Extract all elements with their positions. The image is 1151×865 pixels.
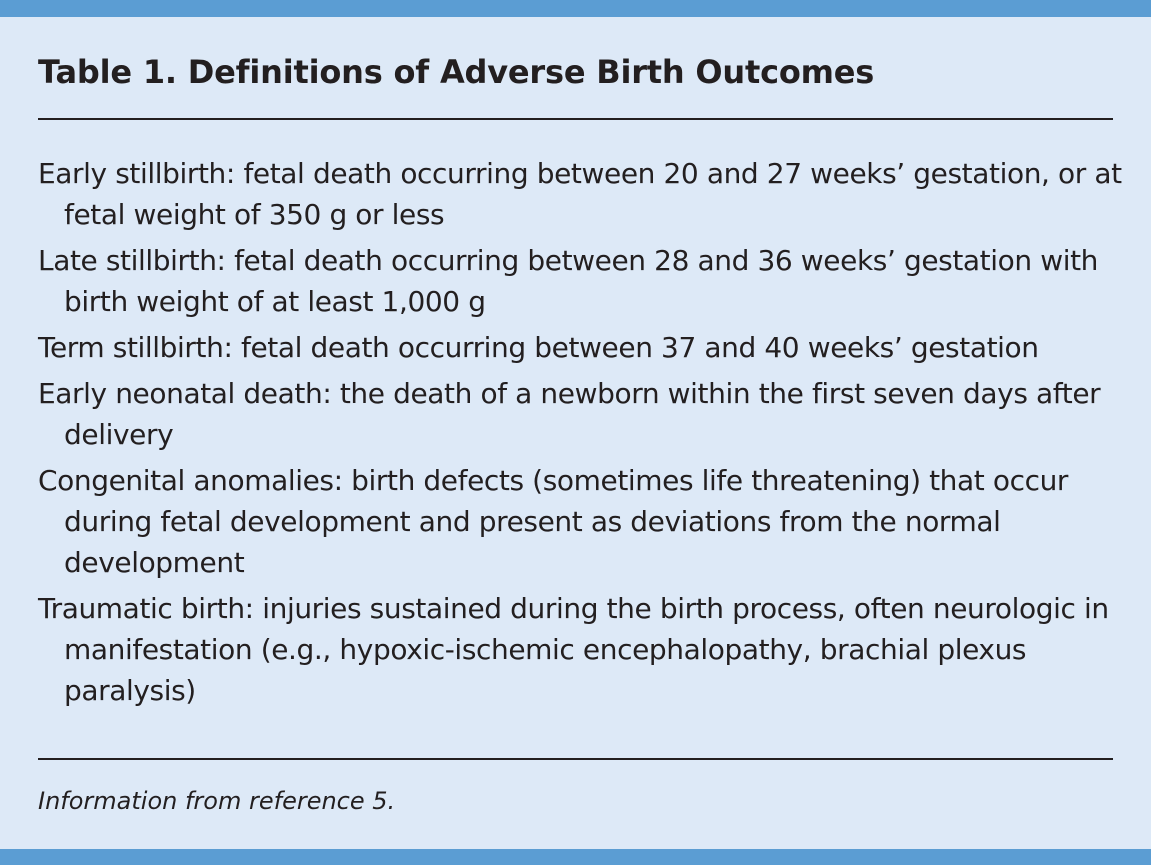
definition-early-neonatal-death: Early neonatal death: the death of a newborn within the first seven days after delivery — [38, 377, 1101, 451]
top-accent-bar — [0, 0, 1151, 17]
title-divider — [38, 118, 1113, 120]
definition-traumatic-birth: Traumatic birth: injuries sustained during the birth process, often neurologic in manifestation (e.g., hypoxic-ischemic encephalopathy, brachial plexus paralysis) — [38, 592, 1109, 707]
definition-early-stillbirth: Early stillbirth: fetal death occurring between 20 and 27 weeks’ gestation, or at fetal weight of 350 g or less — [38, 157, 1122, 231]
table-title: Table 1. Definitions of Adverse Birth Outcomes — [38, 53, 875, 91]
definition-term-stillbirth: Term stillbirth: fetal death occurring between 37 and 40 weeks’ gestation — [38, 331, 1039, 364]
bottom-accent-bar — [0, 849, 1151, 865]
definition-congenital-anomalies: Congenital anomalies: birth defects (sometimes life threatening) that occur during fetal development and present as deviations from the normal development — [38, 464, 1069, 579]
footer-divider — [38, 758, 1113, 760]
definitions-list — [38, 153, 1128, 716]
definition-late-stillbirth: Late stillbirth: fetal death occurring between 28 and 36 weeks’ gestation with birth weight of at least 1,000 g — [38, 244, 1099, 318]
source-footnote: Information from reference 5. — [38, 787, 396, 815]
